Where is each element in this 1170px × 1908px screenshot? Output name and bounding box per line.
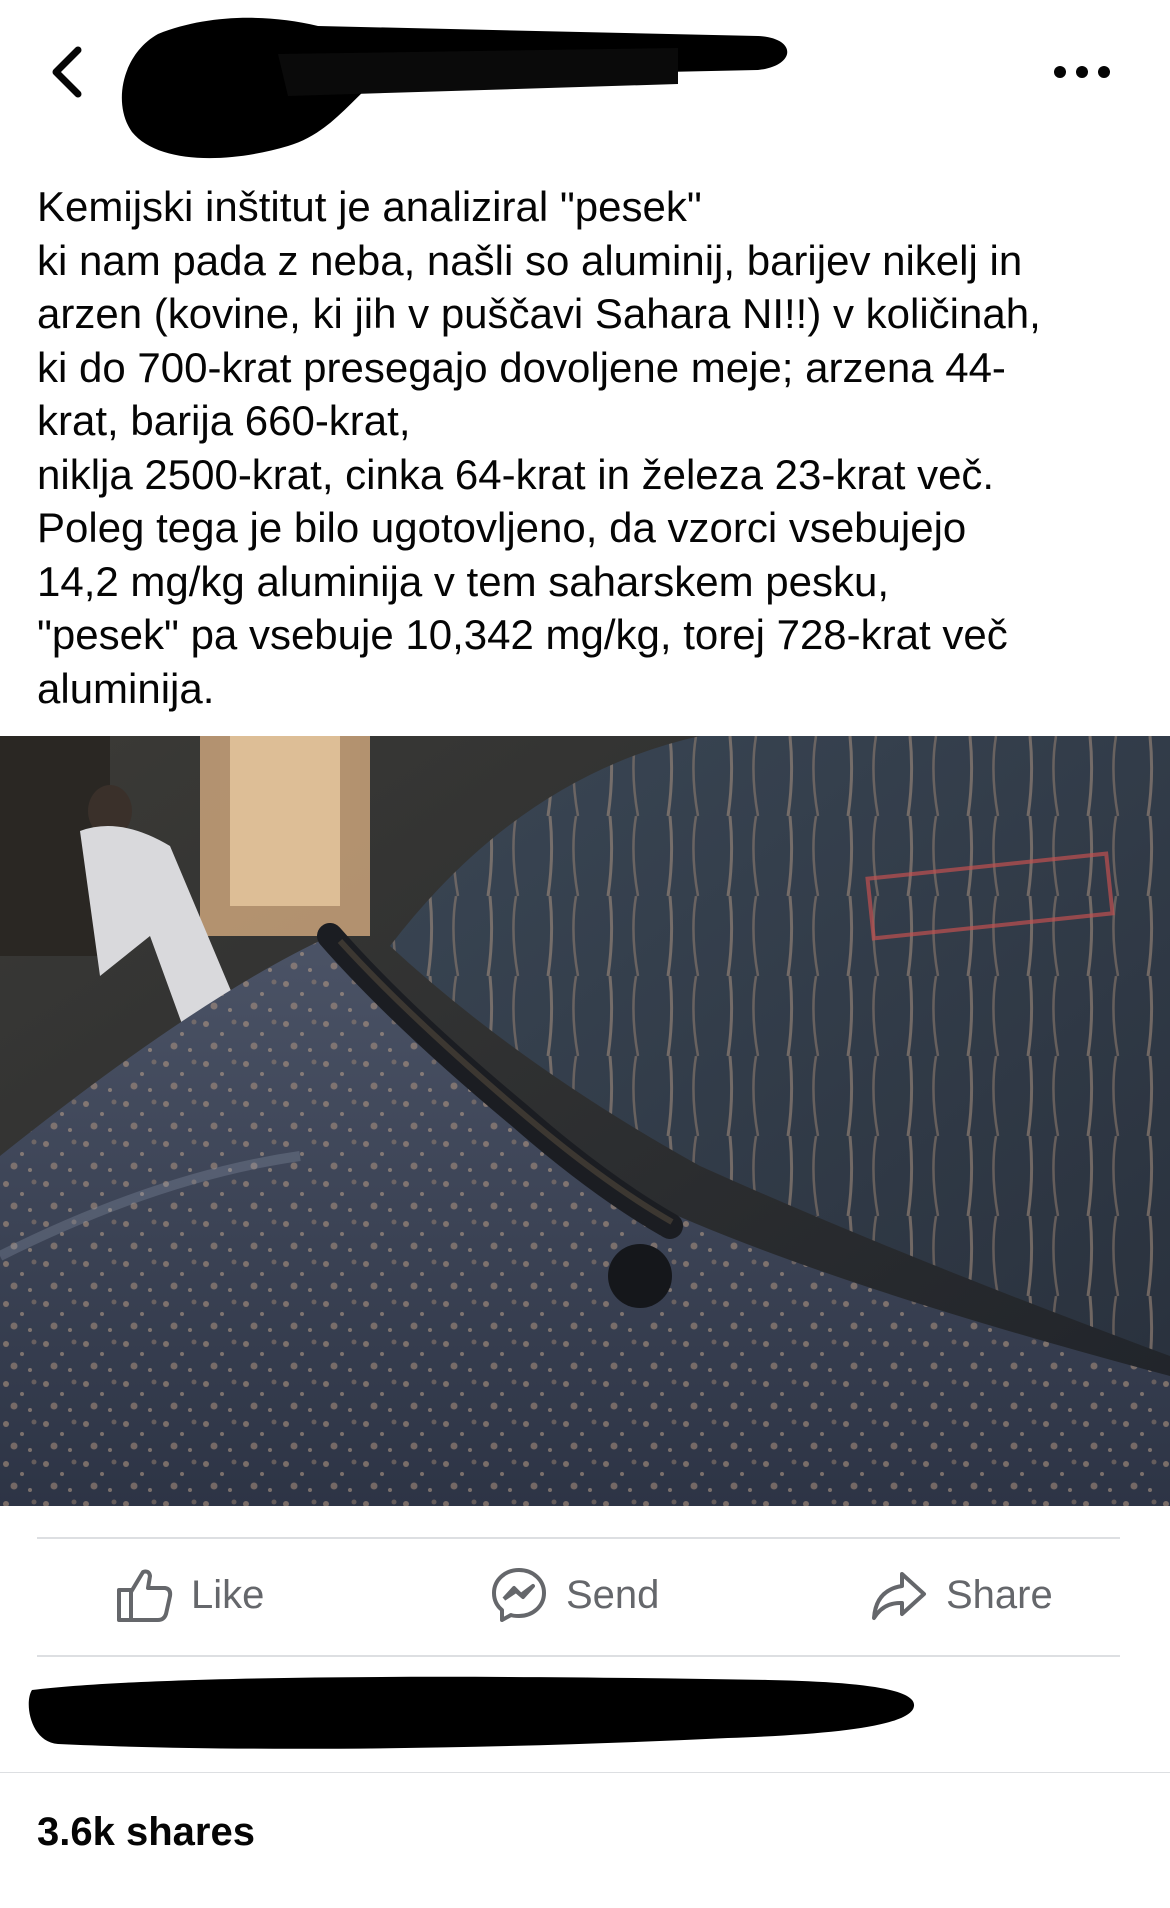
share-label: Share	[946, 1572, 1053, 1617]
like-label: Like	[191, 1572, 265, 1617]
share-arrow-icon	[870, 1566, 928, 1624]
chevron-left-icon[interactable]	[48, 46, 88, 98]
messenger-icon	[490, 1566, 548, 1624]
share-button[interactable]	[870, 1540, 1053, 1650]
divider-top	[37, 1537, 1120, 1539]
shares-count[interactable]: 3.6k shares	[37, 1810, 255, 1854]
post-photo[interactable]	[0, 736, 1170, 1506]
redacted-author-name	[118, 14, 798, 162]
post-text: Kemijski inštitut je analiziral "pesek" ki nam pada z neba, našli so aluminij, barijev nikelj in arzen (kovine, ki jih v puščavi Sahara NI!!) v količinah, ki do 700-krat presegajo dovoljene meje; arzena 44- krat, barija 660-krat, niklja 2500-krat, cinka 64-krat in železa 23-krat več. Poleg tega je bilo ugotovljeno, da vzorci vsebujejo 14,2 mg/kg aluminija v tem saharskem pesku, "pesek" pa vsebuje 10,342 mg/kg, torej 728-krat več aluminija.	[37, 183, 1041, 712]
send-label: Send	[566, 1572, 660, 1617]
redacted-comment	[28, 1672, 918, 1752]
thumbs-up-icon	[115, 1566, 173, 1624]
divider-bottom	[37, 1655, 1120, 1657]
action-bar	[0, 1540, 1170, 1650]
send-button[interactable]	[490, 1540, 659, 1650]
dusty-car-photo	[0, 736, 1170, 1506]
divider-shares	[0, 1772, 1170, 1773]
more-dots-icon[interactable]	[1052, 58, 1112, 86]
post-header	[0, 0, 1170, 170]
like-button[interactable]	[115, 1540, 264, 1650]
